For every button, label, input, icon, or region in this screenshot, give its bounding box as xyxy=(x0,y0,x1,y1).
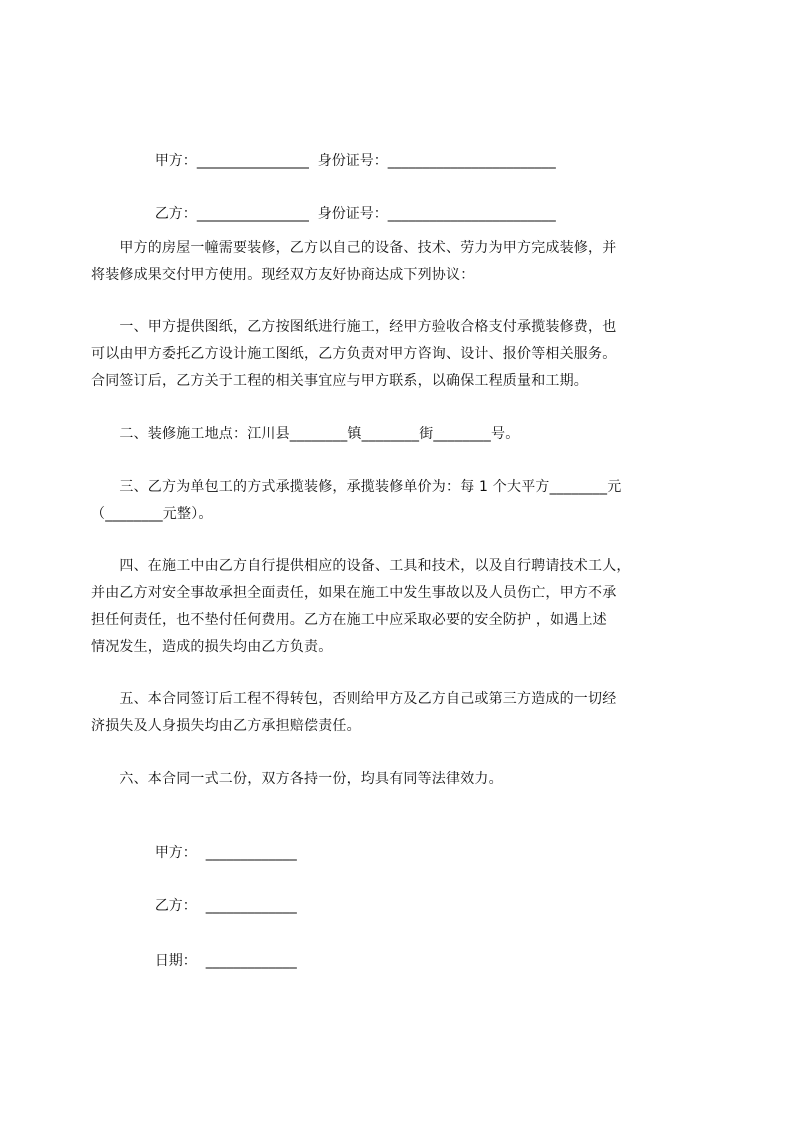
clause-5-line-1: 五、本合同签订后工程不得转包，否则给甲方及乙方自己或第三方造成的一切经 xyxy=(91,691,617,707)
signature-date-blank[interactable]: _____________ xyxy=(205,953,297,969)
signature-party-b xyxy=(137,876,297,936)
party-a-name-blank[interactable]: ________________ xyxy=(196,153,309,169)
clause-4 xyxy=(91,553,703,661)
clause-1-line-1: 一、甲方提供图纸，乙方按图纸进行施工，经甲方验收合格支付承揽装修费，也 xyxy=(91,319,617,335)
clause-4-line-3: 担任何责任，也不垫付任何费用。乙方在施工中应采取必要的安全防护 ，如遇上述 xyxy=(91,612,607,628)
clause-1 xyxy=(91,314,703,395)
party-a-id-label: 身份证号： xyxy=(317,153,388,169)
intro-line-1: 甲方的房屋一幢需要装修，乙方以自己的设备、技术、劳力为甲方完成装修，并 xyxy=(91,240,617,256)
party-a-id-blank[interactable]: ________________________ xyxy=(387,153,556,169)
clause-4-line-2: 并由乙方对安全事故承担全面责任，如果在施工中发生事故以及人员伤亡，甲方不承 xyxy=(91,585,617,601)
signature-party-b-blank[interactable]: _____________ xyxy=(205,898,297,914)
clause-6 xyxy=(91,766,703,793)
clause-6-line-1: 六、本合同一式二份，双方各持一份，均具有同等法律效力。 xyxy=(91,771,503,787)
party-b-id-label: 身份证号： xyxy=(317,206,388,222)
signature-party-a xyxy=(137,823,297,883)
intro-paragraph xyxy=(91,235,703,289)
signature-party-a-label: 甲方： xyxy=(154,845,197,861)
signature-party-b-label: 乙方： xyxy=(154,898,197,914)
clause-3 xyxy=(91,474,703,528)
party-b-name-blank[interactable]: ________________ xyxy=(196,206,309,222)
intro-line-2: 将装修成果交付甲方使用。现经双方友好协商达成下列协议： xyxy=(91,267,475,283)
clause-3-line-1: 三、乙方为单包工的方式承揽装修，承揽装修单价为：每 1 个大平方________元 xyxy=(91,479,622,495)
clause-4-line-1: 四、在施工中由乙方自行提供相应的设备、工具和技术，以及自行聘请技术工人， xyxy=(91,558,631,574)
clause-1-line-3: 合同签订后，乙方关于工程的相关事宜应与甲方联系，以确保工程质量和工期。 xyxy=(91,373,588,389)
clause-3-line-2: （________元整）。 xyxy=(91,506,213,522)
signature-date xyxy=(137,931,297,991)
party-b-id-blank[interactable]: ________________________ xyxy=(387,206,556,222)
signature-date-label: 日期： xyxy=(154,953,197,969)
clause-5-line-2: 济损失及人身损失均由乙方承担赔偿责任。 xyxy=(91,718,361,734)
party-a-header-line xyxy=(137,131,556,191)
clause-2 xyxy=(91,421,703,448)
clause-4-line-4: 情况发生，造成的损失均由乙方负责。 xyxy=(91,639,333,655)
signature-party-a-blank[interactable]: _____________ xyxy=(205,845,297,861)
party-a-label: 甲方： xyxy=(154,153,197,169)
clause-5 xyxy=(91,686,703,740)
clause-2-line-1: 二、装修施工地点：江川县________镇________街________号。 xyxy=(91,426,520,442)
clause-1-line-2: 可以由甲方委托乙方设计施工图纸，乙方负责对甲方咨询、设计、报价等相关服务。 xyxy=(91,346,617,362)
party-b-label: 乙方： xyxy=(154,206,197,222)
